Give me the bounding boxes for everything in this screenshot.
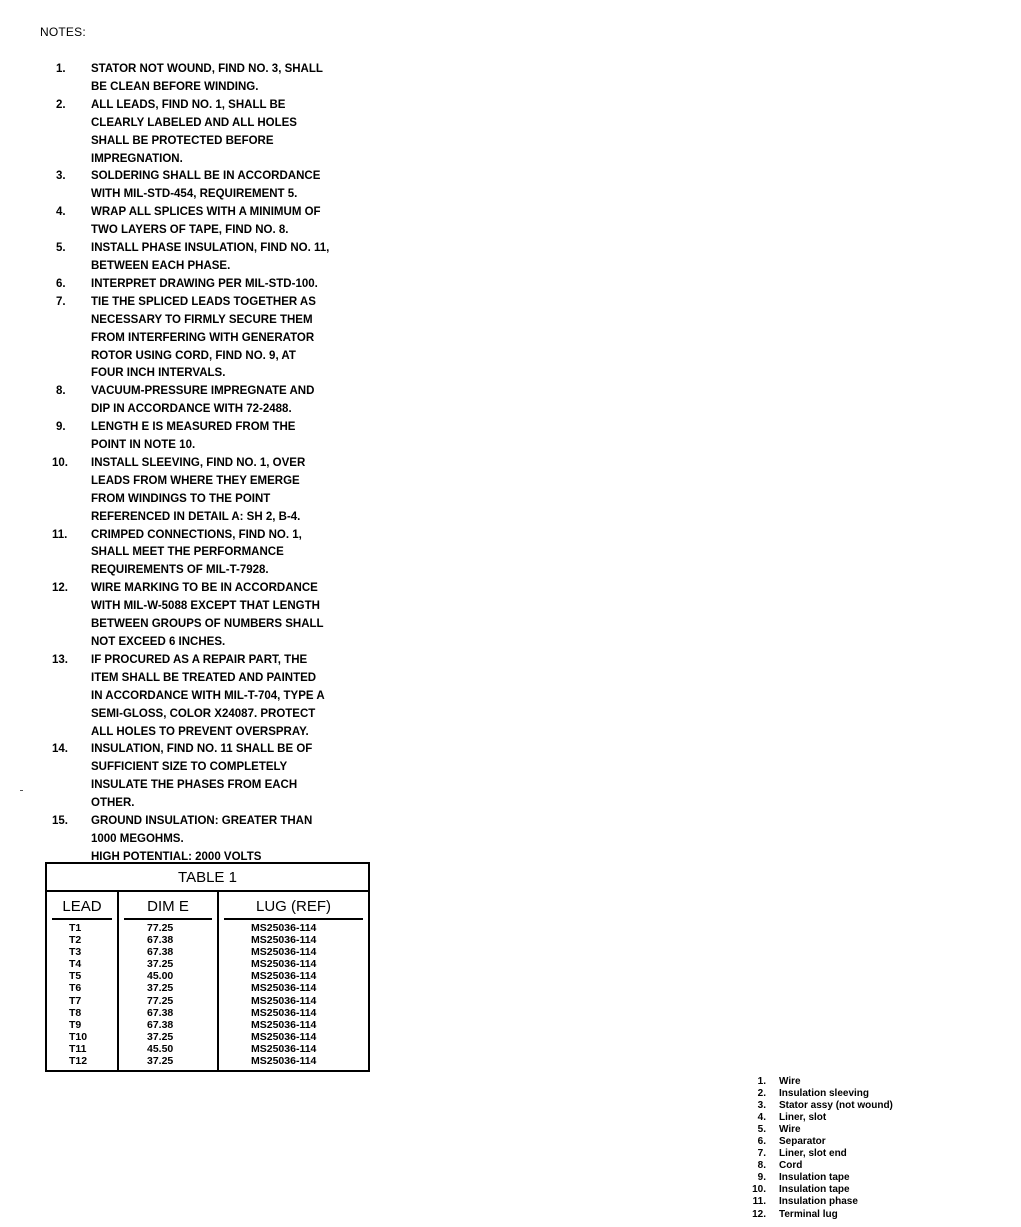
lug-cell: MS25036-114 (251, 994, 317, 1007)
note-item (44, 97, 364, 169)
note-item (44, 419, 364, 455)
note-number: 4. (56, 206, 66, 219)
lug-cells (219, 920, 368, 1067)
lug-column-header: LUG (REF) (224, 890, 363, 920)
lead-cell: T9 (69, 1018, 82, 1031)
note-text: INSTALL SLEEVING, FIND NO. 1, OVER LEADS FROM WHERE THEY EMERGE FROM WINDINGS TO THE POINT REFERENCED IN DETAIL A: SH 2, B-4. (91, 456, 306, 523)
lead-cells (47, 920, 117, 1067)
legend-item (742, 1209, 982, 1221)
lead-cell: T1 (69, 922, 82, 934)
legend-part-name: Insulation sleeving (779, 1088, 870, 1100)
lead-cell: T6 (69, 982, 82, 995)
lug-cell: MS25036-114 (251, 1042, 317, 1055)
note-number: 10. (52, 456, 68, 469)
legend-item (742, 1160, 982, 1172)
legend-part-name: Stator assy (not wound) (779, 1100, 893, 1112)
legend-item (742, 1112, 982, 1124)
note-number: 9. (56, 421, 66, 434)
note-item (44, 276, 364, 294)
legend-item (742, 1172, 982, 1184)
dim-e-column (119, 890, 219, 1070)
parts-legend (742, 1076, 982, 1221)
dim-e-cell: 37.25 (147, 1055, 174, 1068)
note-number: 1. (56, 63, 66, 75)
lug-column (219, 890, 368, 1070)
legend-part-name: Liner, slot end (779, 1148, 847, 1160)
note-text: INSTALL PHASE INSULATION, FIND NO. 11, BETWEEN EACH PHASE. (91, 242, 330, 272)
lug-cell: MS25036-114 (251, 1006, 317, 1019)
legend-item (742, 1100, 982, 1112)
note-text: CRIMPED CONNECTIONS, FIND NO. 1, SHALL MEET THE PERFORMANCE REQUIREMENTS OF MIL-T-7928. (91, 528, 302, 577)
lead-cell: T12 (69, 1055, 88, 1068)
dim-e-cell: 37.25 (147, 958, 174, 971)
legend-part-name: Wire (779, 1076, 801, 1087)
note-text: STATOR NOT WOUND, FIND NO. 3, SHALL BE CLEAN BEFORE WINDING. (91, 63, 323, 93)
legend-item (742, 1076, 982, 1088)
note-item (44, 580, 364, 652)
note-item (44, 813, 364, 867)
legend-number: 10. (752, 1184, 766, 1196)
lead-cell: T4 (69, 958, 82, 971)
note-number: 2. (56, 98, 66, 111)
lead-column-header: LEAD (52, 890, 112, 920)
legend-part-name: Separator (779, 1136, 826, 1148)
lead-cell: T7 (69, 994, 82, 1007)
legend-part-name: Insulation tape (779, 1172, 850, 1184)
legend-part-name: Insulation phase (779, 1196, 858, 1208)
lug-cell: MS25036-114 (251, 922, 317, 934)
note-text: SOLDERING SHALL BE IN ACCORDANCE WITH MIL-STD-454, REQUIREMENT 5. (91, 170, 321, 201)
note-text: INSULATION, FIND NO. 11 SHALL BE OF SUFFICIENT SIZE TO COMPLETELY INSULATE THE PHASES FROM EACH OTHER. (91, 743, 313, 810)
note-text: VACUUM-PRESSURE IMPREGNATE AND DIP IN ACCORDANCE WITH 72-2488. (91, 385, 315, 416)
dim-e-cell: 37.25 (147, 1030, 174, 1043)
note-number: 12. (52, 582, 68, 595)
note-text: LENGTH E IS MEASURED FROM THE POINT IN NOTE 10. (91, 421, 296, 452)
note-text: INTERPRET DRAWING PER MIL-STD-100. (91, 277, 318, 290)
table-title: TABLE 1 (47, 864, 368, 892)
legend-number: 1. (757, 1076, 766, 1087)
table-1 (45, 862, 370, 1072)
note-item (44, 204, 364, 240)
lug-cell: MS25036-114 (251, 970, 317, 983)
lug-cell: MS25036-114 (251, 1055, 317, 1068)
lead-cell: T10 (69, 1030, 88, 1043)
dim-e-cell: 67.38 (147, 1006, 174, 1019)
note-item (44, 527, 364, 581)
lead-cell: T11 (69, 1042, 87, 1055)
legend-part-name: Liner, slot (779, 1112, 827, 1124)
legend-number: 11. (752, 1196, 766, 1208)
dim-e-cell: 45.50 (147, 1042, 174, 1055)
legend-item (742, 1184, 982, 1196)
note-text: WIRE MARKING TO BE IN ACCORDANCE WITH MIL-W-5088 EXCEPT THAT LENGTH BETWEEN GROUPS OF NUMBERS SHALL NOT EXCEED 6 INCHES. (91, 582, 324, 648)
lead-cell: T5 (69, 970, 82, 983)
legend-item (742, 1196, 982, 1208)
dim-e-cell: 67.38 (147, 946, 174, 959)
dim-e-cell: 67.38 (147, 934, 174, 947)
note-number: 14. (52, 743, 68, 756)
lead-column (47, 890, 119, 1070)
note-text: ALL LEADS, FIND NO. 1, SHALL BE CLEARLY LABELED AND ALL HOLES SHALL BE PROTECTED BEFORE IMPREGNATION. (91, 98, 297, 165)
lug-cell: MS25036-114 (251, 982, 317, 995)
legend-part-name: Terminal lug (779, 1208, 838, 1220)
note-item (44, 741, 364, 813)
table-columns (47, 890, 368, 1070)
note-number: 7. (56, 295, 66, 308)
note-number: 13. (52, 653, 68, 666)
dim-e-cells (119, 920, 217, 1067)
dim-e-cell: 67.38 (147, 1018, 174, 1031)
legend-number: 7. (757, 1148, 766, 1160)
legend-part-name: Insulation tape (779, 1184, 850, 1196)
lug-cell: MS25036-114 (251, 934, 317, 947)
legend-number: 8. (757, 1160, 766, 1172)
legend-item (742, 1136, 982, 1148)
lug-cell: MS25036-114 (251, 946, 317, 959)
legend-number: 6. (757, 1136, 766, 1148)
note-text: WRAP ALL SPLICES WITH A MINIMUM OF TWO LAYERS OF TAPE, FIND NO. 8. (91, 206, 321, 237)
legend-item (742, 1124, 982, 1136)
dim-e-cell: 77.25 (147, 994, 174, 1007)
note-number: 15. (52, 815, 68, 828)
note-item (44, 61, 364, 97)
lead-cell: T2 (69, 934, 82, 947)
note-number: 11. (52, 528, 68, 541)
legend-number: 4. (757, 1112, 766, 1124)
lead-cell: T8 (69, 1006, 82, 1019)
legend-number: 5. (757, 1124, 766, 1136)
lug-cell: MS25036-114 (251, 1030, 317, 1043)
note-text: TIE THE SPLICED LEADS TOGETHER AS NECESSARY TO FIRMLY SECURE THEM FROM INTERFERING WITH GENERATOR ROTOR USING CORD, FIND NO. 9, AT FOUR INCH INTERVALS. (91, 295, 316, 380)
dim-e-cell: 77.25 (147, 922, 174, 934)
note-number: 6. (56, 277, 66, 290)
scan-speck (20, 790, 23, 791)
note-number: 5. (56, 242, 66, 255)
legend-number: 3. (757, 1100, 766, 1112)
note-item (44, 455, 364, 527)
note-number: 3. (56, 170, 66, 183)
legend-item (742, 1088, 982, 1100)
notes-list (44, 61, 364, 867)
lug-cell: MS25036-114 (251, 1018, 317, 1031)
dim-e-column-header: DIM E (124, 890, 212, 920)
note-item (44, 294, 364, 384)
legend-part-name: Cord (779, 1160, 803, 1172)
legend-number: 9. (757, 1172, 766, 1184)
notes-heading: NOTES: (40, 25, 86, 39)
note-item (44, 168, 364, 204)
note-item (44, 652, 364, 742)
note-text: GROUND INSULATION: GREATER THAN 1000 MEGOHMS. HIGH POTENTIAL: 2000 VOLTS (91, 815, 313, 863)
legend-item (742, 1148, 982, 1160)
note-item (44, 383, 364, 419)
lead-cell: T3 (69, 946, 82, 959)
lug-cell: MS25036-114 (251, 958, 317, 971)
legend-number: 12. (752, 1208, 766, 1220)
dim-e-cell: 45.00 (147, 970, 174, 983)
note-text: IF PROCURED AS A REPAIR PART, THE ITEM SHALL BE TREATED AND PAINTED IN ACCORDANCE WITH MIL-T-704, TYPE A SEMI-GLOSS, COLOR X24087. PROTECT ALL HOLES TO PREVENT OVERSPRAY. (91, 653, 325, 738)
legend-part-name: Wire (779, 1124, 801, 1136)
note-item (44, 240, 364, 276)
legend-number: 2. (757, 1088, 766, 1100)
dim-e-cell: 37.25 (147, 982, 174, 995)
note-number: 8. (56, 385, 66, 398)
